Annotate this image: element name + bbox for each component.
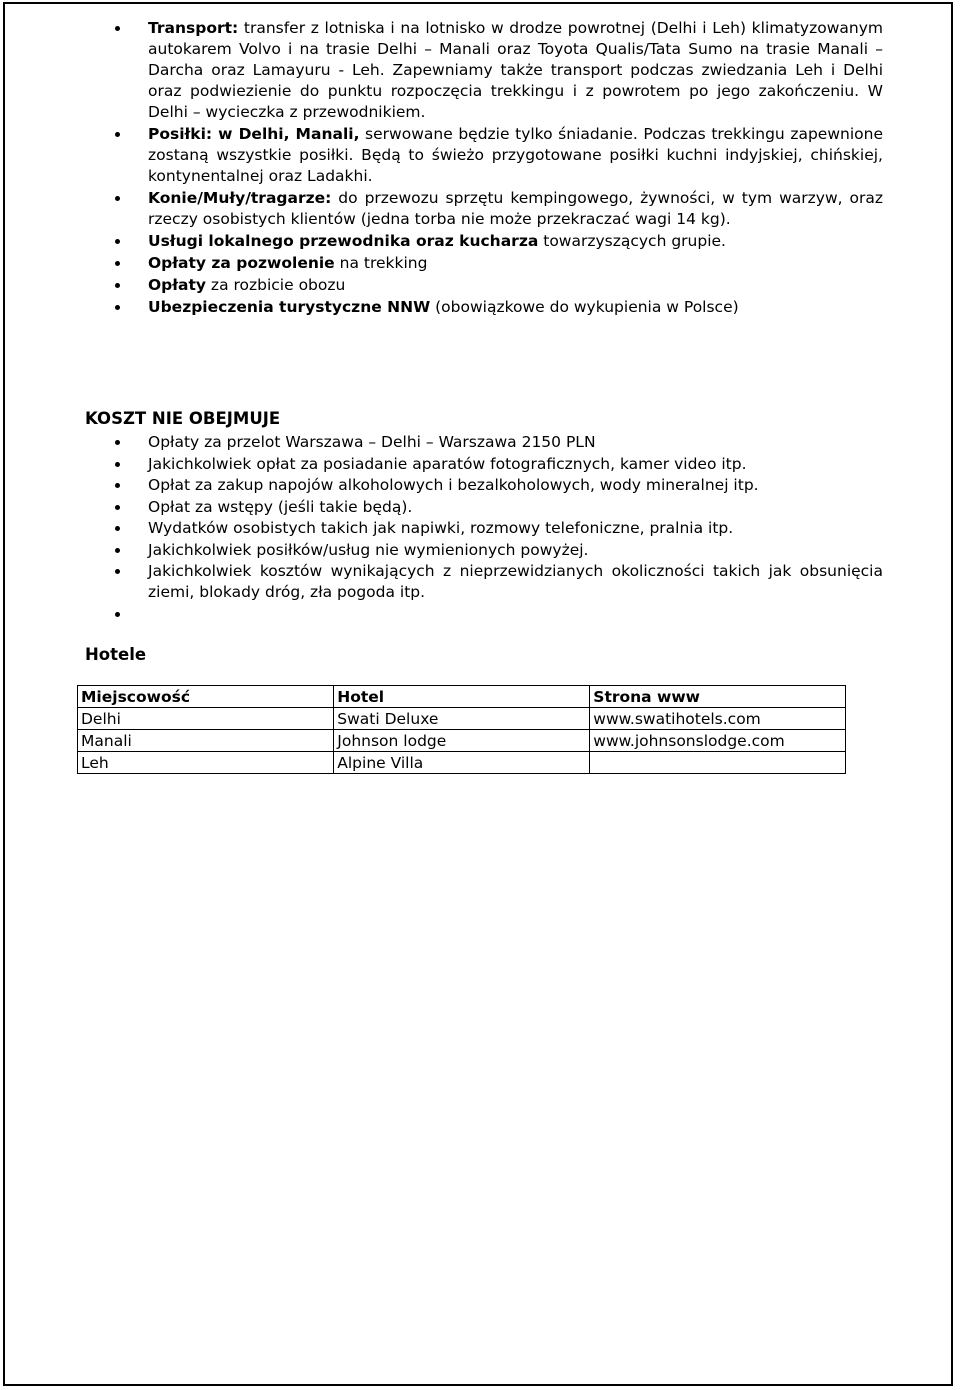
bullet-icon [115,612,120,617]
item-label: Konie/Muły/tragarze: [148,189,332,207]
list-item [85,540,883,561]
table-cell-hotel: Johnson lodge [334,730,590,752]
table-row [78,708,846,730]
bullet-icon [115,548,120,553]
table-cell-hotel: Swati Deluxe [334,708,590,730]
table-cell-city: Manali [78,730,334,752]
item-text: Jakichkolwiek opłat za posiadanie aparatów fotograficznych, kamer video itp. [148,454,747,473]
item-text: Opłaty za przelot Warszawa – Delhi – Warszawa 2150 PLN [148,433,596,451]
list-item [85,124,883,187]
list-item [85,432,883,453]
header-cell: Hotel [334,686,590,708]
bullet-icon [115,505,120,510]
bullet-icon [115,569,120,574]
table-row [78,730,846,752]
table-row [78,752,846,774]
item-text: (obowiązkowe do wykupienia w Polsce) [430,298,739,316]
bullet-icon [115,261,120,266]
list-item [85,518,883,539]
item-label: Posiłki: w Delhi, Manali, [148,125,360,143]
item-text: za rozbicie obozu [206,276,346,294]
table-cell-city: Leh [78,752,334,774]
list-item [85,231,883,252]
item-label: Transport: [148,19,239,37]
table-cell-website[interactable]: www.johnsonslodge.com [590,730,846,752]
bullet-icon [115,26,120,31]
item-label: Opłaty [148,276,206,294]
excluded-list [85,432,883,604]
item-text: Opłat za zakup napojów alkoholowych i bezalkoholowych, wody mineralnej itp. [148,476,759,494]
document-body [81,18,883,772]
list-item [85,475,883,496]
header-cell: Miejscowość [78,686,334,708]
bullet-icon [115,483,120,488]
table-cell-website[interactable]: www.swatihotels.com [590,708,846,730]
bullet-icon [115,196,120,201]
page-border [3,2,953,1386]
bullet-icon [115,239,120,244]
bullet-icon [115,305,120,310]
item-text: Wydatków osobistych takich jak napiwki, rozmowy telefoniczne, pralnia itp. [148,519,734,537]
list-item [85,275,883,296]
list-item [85,454,883,475]
bullet-icon [115,132,120,137]
included-list [85,18,883,318]
table-cell-city: Delhi [78,708,334,730]
item-text: Opłat za wstępy (jeśli takie będą). [148,497,413,516]
item-text: Jakichkolwiek posiłków/usług nie wymienionych powyżej. [148,540,589,559]
list-item [85,297,883,318]
item-text: Jakichkolwiek kosztów wynikających z nieprzewidzianych okoliczności takich jak obsunięcia ziemi, blokady dróg, zła pogoda itp. [148,562,883,601]
bullet-icon [115,283,120,288]
item-text: serwowane będzie tylko śniadanie. Podczas trekkingu zapewnione zostaną wszystkie posiłki. Będą to świeżo przygotowane posiłki kuchni indyjskiej, chińskiej, kontynentalnej oraz Ladakhi. [148,125,883,185]
list-item [85,18,883,123]
item-text: na trekking [334,254,428,272]
item-text: do przewozu sprzętu kempingowego, żywności, w tym warzyw, oraz rzeczy osobistych klientów (jedna torba nie może przekraczać wagi 14 kg). [148,189,883,228]
bullet-icon [115,526,120,531]
item-label: Opłaty za pozwolenie [148,254,335,272]
table-cell-website [590,752,846,774]
hotels-heading: Hotele [85,645,147,664]
bullet-icon [115,462,120,467]
header-cell: Strona www [590,686,846,708]
item-label: Ubezpieczenia turystyczne NNW [148,298,431,316]
list-item [85,497,883,518]
list-item [85,561,883,603]
hotels-table-header-row [78,686,846,708]
excluded-heading: KOSZT NIE OBEJMUJE [85,409,281,428]
item-text: towarzyszących grupie. [538,232,726,250]
list-item [85,253,883,274]
bullet-icon [115,440,120,445]
list-item [85,188,883,230]
item-label: Usługi lokalnego przewodnika oraz kucharza [148,232,539,250]
table-cell-hotel: Alpine Villa [334,752,590,774]
item-text: transfer z lotniska i na lotnisko w drodze powrotnej (Delhi i Leh) klimatyzowanym autokarem Volvo i na trasie Delhi – Manali oraz Toyota Qualis/Tata Sumo na trasie Manali – Darcha oraz Lamayuru - Leh. Zapewniamy także transport podczas zwiedzania Leh i Delhi oraz podwiezienie do punktu rozpoczęcia trekkingu i z powrotem po jego zakończeniu. W Delhi – wycieczka z przewodnikiem. [148,19,883,121]
hotels-table [77,685,846,774]
